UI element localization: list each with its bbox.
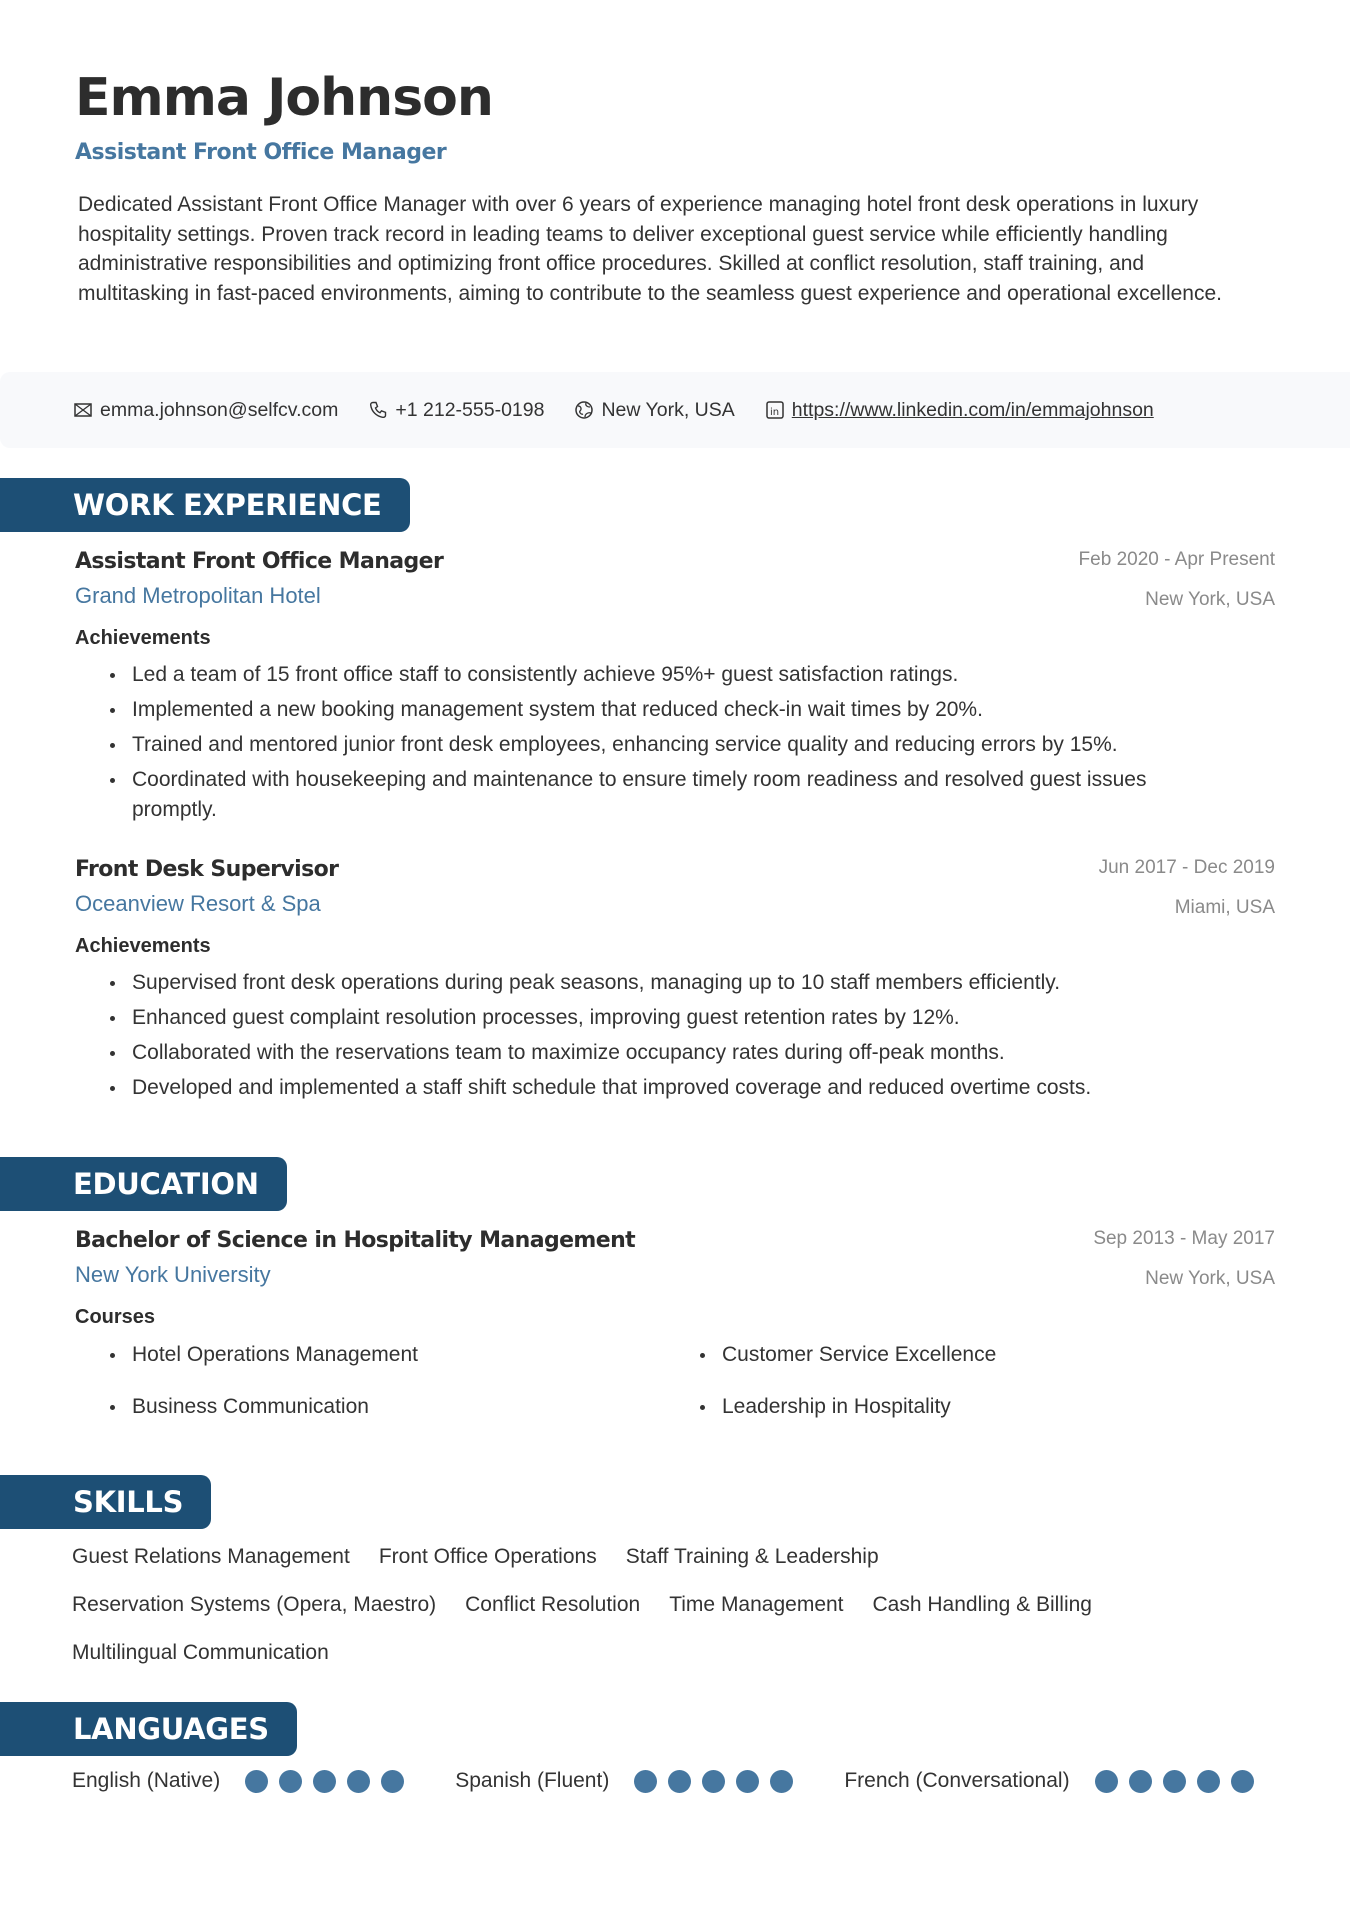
skill-tag: Cash Handling & Billing xyxy=(872,1593,1092,1616)
skill-tag: Multilingual Communication xyxy=(72,1641,329,1664)
achievements-list xyxy=(75,968,1275,1103)
language-label: Spanish (Fluent) xyxy=(455,1769,610,1792)
skill-tag: Staff Training & Leadership xyxy=(625,1545,879,1568)
work-company: Oceanview Resort & Spa xyxy=(75,891,321,916)
skill-tag: Reservation Systems (Opera, Maestro) xyxy=(72,1593,437,1616)
list-item: Trained and mentored junior front desk employees, enhancing service quality and reducing errors by 15%. xyxy=(132,730,1275,760)
phone-icon xyxy=(368,400,388,420)
list-item: Hotel Operations Management xyxy=(132,1341,722,1369)
list-item: Coordinated with housekeeping and maintenance to ensure timely room readiness and resolved guest issues promptly. xyxy=(132,765,1275,824)
linkedin-icon xyxy=(765,400,785,420)
proficiency-dot-icon xyxy=(702,1770,725,1793)
skill-tag: Conflict Resolution xyxy=(465,1593,641,1616)
email-text: emma.johnson@selfcv.com xyxy=(100,398,339,421)
job-title: Assistant Front Office Manager xyxy=(75,140,447,165)
proficiency-dot-icon xyxy=(347,1770,370,1793)
work-entry-2 xyxy=(75,857,1275,1108)
work-company: Grand Metropolitan Hotel xyxy=(75,583,321,608)
language-french xyxy=(844,1769,1264,1793)
language-label: French (Conversational) xyxy=(844,1769,1070,1792)
language-english xyxy=(72,1769,415,1793)
school-name: New York University xyxy=(75,1262,271,1287)
list-item: Customer Service Excellence xyxy=(722,1341,1312,1369)
courses-heading: Courses xyxy=(75,1306,156,1328)
globe-icon xyxy=(574,400,594,420)
list-item: Business Communication xyxy=(132,1393,722,1421)
proficiency-dot-icon xyxy=(736,1770,759,1793)
proficiency-dot-icon xyxy=(770,1770,793,1793)
work-title: Assistant Front Office Manager xyxy=(75,549,444,574)
contact-email[interactable] xyxy=(73,399,338,422)
work-entry-1 xyxy=(75,549,1275,830)
proficiency-dot-icon xyxy=(313,1770,336,1793)
skills-list xyxy=(72,1543,1222,1667)
contact-location xyxy=(574,399,734,422)
candidate-name: Emma Johnson xyxy=(75,68,493,128)
list-item: Collaborated with the reservations team to maximize occupancy rates during off-peak months. xyxy=(132,1038,1275,1068)
proficiency-dots xyxy=(634,1770,804,1793)
skill-tag: Time Management xyxy=(669,1593,844,1616)
courses-list xyxy=(75,1341,1275,1421)
proficiency-dots xyxy=(245,1770,415,1793)
language-spanish xyxy=(455,1769,804,1793)
summary: Dedicated Assistant Front Office Manager with over 6 years of experience managing hotel front desk operations in luxury hospitality settings. Proven track record in leading teams to deliver exceptional guest service while efficiently handling administrative responsibilities and optimizing front office procedures. Skilled at conflict resolution, staff training, and multitasking in fast-paced environments, aiming to contribute to the seamless guest experience and operational excellence. xyxy=(78,193,1222,306)
proficiency-dot-icon xyxy=(668,1770,691,1793)
list-item: Developed and implemented a staff shift schedule that improved coverage and reduced overtime costs. xyxy=(132,1073,1275,1103)
contact-bar xyxy=(0,372,1350,448)
degree-title: Bachelor of Science in Hospitality Management xyxy=(75,1228,636,1253)
location-text: New York, USA xyxy=(601,398,735,421)
language-label: English (Native) xyxy=(72,1769,221,1792)
work-location: New York, USA xyxy=(1145,589,1275,610)
proficiency-dot-icon xyxy=(1095,1770,1118,1793)
education-entry xyxy=(75,1228,1275,1421)
linkedin-link[interactable]: https://www.linkedin.com/in/emmajohnson xyxy=(791,398,1154,421)
skill-tag: Front Office Operations xyxy=(378,1545,597,1568)
proficiency-dot-icon xyxy=(1129,1770,1152,1793)
work-location: Miami, USA xyxy=(1174,897,1275,918)
proficiency-dot-icon xyxy=(279,1770,302,1793)
languages-list xyxy=(72,1769,1305,1793)
list-item: Leadership in Hospitality xyxy=(722,1393,1312,1421)
section-skills: SKILLS xyxy=(0,1475,211,1529)
education-date: Sep 2013 - May 2017 xyxy=(1093,1228,1275,1249)
work-date: Feb 2020 - Apr Present xyxy=(1078,549,1275,570)
achievements-heading: Achievements xyxy=(75,935,211,957)
proficiency-dots xyxy=(1095,1770,1265,1793)
proficiency-dot-icon xyxy=(245,1770,268,1793)
svg-text:in: in xyxy=(769,407,779,418)
list-item: Led a team of 15 front office staff to consistently achieve 95%+ guest satisfaction ratings. xyxy=(132,660,1275,690)
list-item: Implemented a new booking management system that reduced check-in wait times by 20%. xyxy=(132,695,1275,725)
phone-text: +1 212-555-0198 xyxy=(395,398,545,421)
list-item: Supervised front desk operations during peak seasons, managing up to 10 staff members efficiently. xyxy=(132,968,1275,998)
section-education: EDUCATION xyxy=(0,1157,287,1211)
section-languages: LANGUAGES xyxy=(0,1702,297,1756)
proficiency-dot-icon xyxy=(634,1770,657,1793)
achievements-heading: Achievements xyxy=(75,627,211,649)
mail-icon xyxy=(73,400,93,420)
section-work-experience: WORK EXPERIENCE xyxy=(0,478,410,532)
contact-phone[interactable] xyxy=(368,399,544,422)
skill-tag: Guest Relations Management xyxy=(72,1545,350,1568)
proficiency-dot-icon xyxy=(381,1770,404,1793)
achievements-list xyxy=(75,660,1275,824)
list-item: Enhanced guest complaint resolution processes, improving guest retention rates by 12%. xyxy=(132,1003,1275,1033)
work-title: Front Desk Supervisor xyxy=(75,857,339,882)
education-location: New York, USA xyxy=(1145,1268,1275,1289)
contact-linkedin[interactable] xyxy=(765,399,1154,422)
proficiency-dot-icon xyxy=(1197,1770,1220,1793)
proficiency-dot-icon xyxy=(1163,1770,1186,1793)
proficiency-dot-icon xyxy=(1231,1770,1254,1793)
work-date: Jun 2017 - Dec 2019 xyxy=(1098,857,1275,878)
